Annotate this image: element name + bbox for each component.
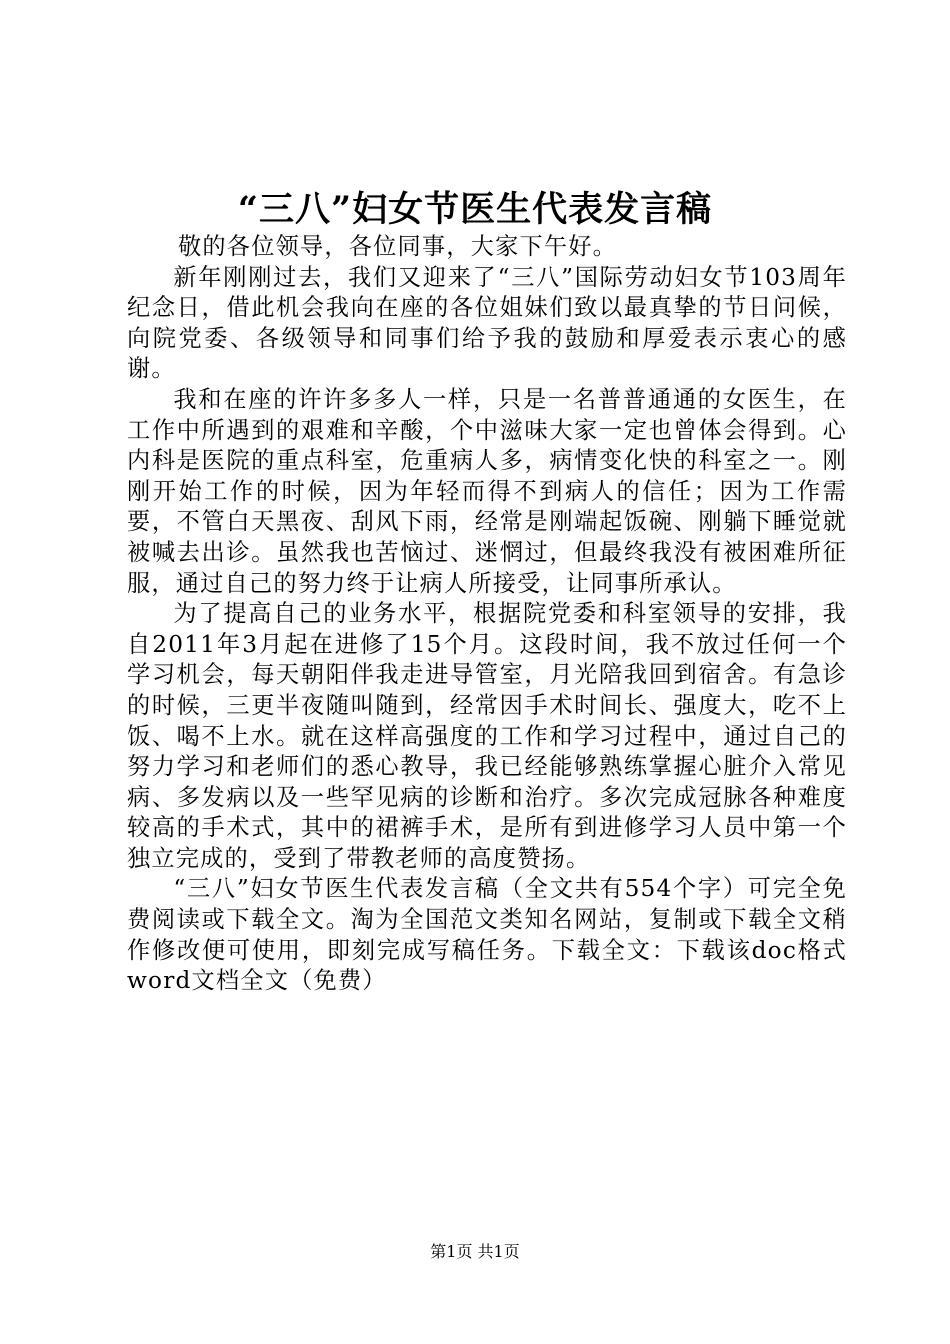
- paragraph-training: 为了提高自己的业务水平，根据院党委和科室领导的安排，我自2011年3月起在进修了15个月。这段时间，我不放过任何一个学习机会，每天朝阳伴我走进导管室，月光陪我回到宿舍。有急诊的时候，三更半夜随叫随到，经常因手术时间长、强度大，吃不上饭、喝不上水。就在这样高强度的工作和学习过程中，通过自己的努力学习和老师们的悉心教导，我已经能够熟练掌握心脏介入常见病、多发病以及一些罕见病的诊断和治疗。多次完成冠脉各种难度较高的手术式，其中的裙裤手术，是所有到进修学习人员中第一个独立完成的，受到了带教老师的高度赞扬。: [127, 600, 847, 872]
- paragraph-work-experience: 我和在座的许许多多人一样，只是一名普普通通的女医生，在工作中所遇到的艰难和辛酸，个中滋味大家一定也曾体会得到。心内科是医院的重点科室，危重病人多，病情变化快的科室之一。刚刚开始工作的时候，因为年轻而得不到病人的信任；因为工作需要，不管白天黑夜、刮风下雨，经常是刚端起饭碗、刚躺下睡觉就被喊去出诊。虽然我也苦恼过、迷惘过，但最终我没有被困难所征服，通过自己的努力终于让病人所接受，让同事所承认。: [127, 385, 847, 597]
- document-body: [127, 232, 847, 997]
- document-title: “三八”妇女节医生代表发言稿: [237, 189, 713, 230]
- paragraph-download-notice: “三八”妇女节医生代表发言稿（全文共有554个字）可完全免费阅读或下载全文。淘为全国范文类知名网站，复制或下载全文稍作修改便可使用，即刻完成写稿任务。下载全文：下载该doc格式word文档全文（免费）: [127, 875, 847, 995]
- paragraph-greeting: 敬的各位领导，各位同事，大家下午好。: [178, 233, 618, 260]
- paragraph-introduction: 新年刚刚过去，我们又迎来了“三八”国际劳动妇女节103周年纪念日，借此机会我向在座的各位姐妹们致以最真挚的节日问候，向院党委、各级领导和同事们给予我的鼓励和厚爱表示衷心的感谢。: [127, 263, 847, 383]
- page-number-footer: 第1页 共1页: [430, 1242, 520, 1261]
